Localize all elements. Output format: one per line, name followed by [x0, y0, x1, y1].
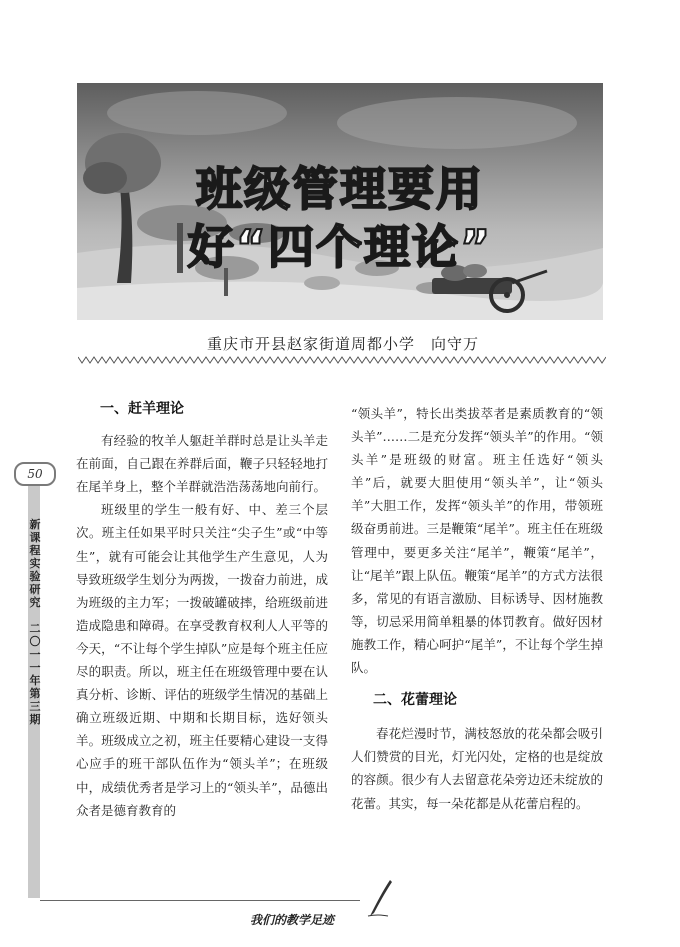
- page-number: 50: [14, 462, 56, 486]
- paragraph-continuation: “领头羊”，特长出类拔萃者是素质教育的“领头羊”……二是充分发挥“领头羊”的作用。“领头羊”是班级的财富。班主任选好“领头羊”后，就要大胆使用“领头羊”，让“领头羊”大胆工作，发挥“领头羊”的作用，带领班级奋勇前进。三是鞭策“尾羊”。班主任在班级管理中，要更多关注“尾羊”，鞭策“尾羊”，让“尾羊”跟上队伍。鞭策“尾羊”的方式方法很多，常见的有语言激励、目标诱导、因材施教等，切忌采用简单粗暴的体罚教育。做好因材施教工作，精心呵护“尾羊”，不让每个学生掉队。: [351, 406, 603, 676]
- paragraph: 班级里的学生一般有好、中、差三个层次。班主任如果平时只关注“尖子生”或“中等生”，就有可能会让其他学生产生意见，人为导致班级学生划分为两拨，一拨奋力前进，成为班级的主力军；一拨破罐破摔，给班级前进造成隐患和障碍。在享受教育权利人人平等的今天，“不让每个学生掉队”应是每个班主任应尽的职责。所以，班主任在班级管理中要在认真分析、诊断、评估的班级学生情况的基础上确立班级近期、中期和长期目标，选好领头羊。班级成立之初，班主任要精心建设一支得心应手的班干部队伍作为“领头羊”；在班级中，成绩优秀者是学习上的“领头羊”，品德出众者是德育教育的: [76, 502, 328, 818]
- paragraph: 春花烂漫时节，满枝怒放的花朵都会吸引人们赞赏的目光，灯光闪处，定格的也是绽放的容颜。很少有人去留意花朵旁边还未绽放的花蕾。其实，每一朵花都是从花蕾启程的。: [351, 726, 603, 811]
- right-column: [351, 402, 603, 815]
- left-column: [76, 398, 328, 822]
- footer-rule: [40, 900, 360, 901]
- section-heading-2: 二、花蕾理论: [373, 692, 457, 709]
- paragraph: 有经验的牧羊人躯赶羊群时总是让头羊走在前面，自己跟在养群后面，鞭子只轻轻地打在尾羊身上，整个羊群就浩浩荡荡地向前行。: [76, 433, 328, 495]
- footer-column-title: 我们的教学足迹: [250, 913, 335, 927]
- title-line-2: 好“四个理论”: [187, 220, 493, 274]
- title-banner: [77, 83, 603, 320]
- title-line-1: 班级管理要用: [196, 162, 484, 216]
- pen-icon: [364, 878, 394, 918]
- journal-name: 新课程实验研究: [29, 518, 41, 609]
- decorative-zigzag-divider: [78, 355, 606, 365]
- author-byline: 重庆市开县赵家街道周都小学 向守万: [206, 335, 479, 353]
- issue-label: 二〇一一年第三期: [29, 622, 41, 726]
- section-heading-1: 一、赶羊理论: [100, 401, 184, 417]
